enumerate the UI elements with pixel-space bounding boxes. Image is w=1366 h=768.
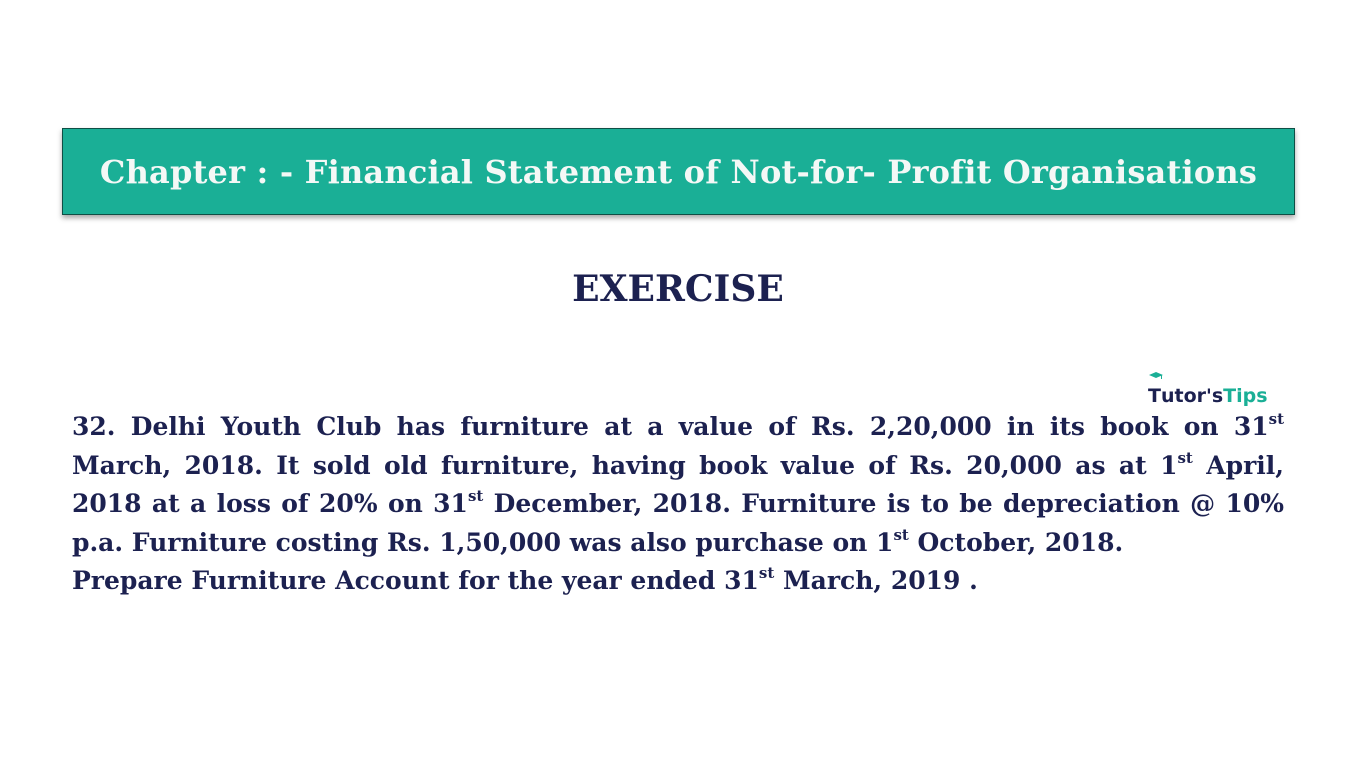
exercise-heading: EXERCISE [572,268,784,310]
ordinal-suffix: st [758,564,775,582]
question-part: March, 2018. It sold old furniture, having book value of Rs. 20,000 as at 1 [72,450,1178,480]
question-part: 32. Delhi Youth Club has furniture at a value of Rs. 2,20,000 in its book on 31 [72,412,1269,441]
question-part: March, 2019 . [774,566,978,595]
ordinal-suffix: st [467,487,484,505]
graduation-cap-icon [1149,372,1163,380]
question-part: October, 2018. [908,527,1124,557]
question-part: April, 2018 at a loss of 20% on 31 [72,450,1284,518]
question-part: December, 2018. Furniture is to be depreciation @ 10% p.a. Furniture costing Rs. 1,50,000 was also purchase on 1 [72,489,1284,557]
logo-letter-t: T [1148,385,1161,407]
logo-letter-t2: T [1223,385,1237,407]
logo-word-utors: utor's [1160,385,1224,407]
question-part: Prepare Furniture Account for the year ended 31 [72,566,759,595]
ordinal-suffix: st [893,525,909,544]
tutors-tips-logo [1148,372,1268,406]
chapter-title: Chapter : - Financial Statement of Not-for- Profit Organisations [99,152,1258,191]
chapter-banner [62,128,1295,215]
ordinal-suffix: st [1268,410,1284,428]
logo-word-ips: ips [1236,385,1268,407]
ordinal-suffix: st [1177,448,1193,467]
question-text [72,408,1284,601]
